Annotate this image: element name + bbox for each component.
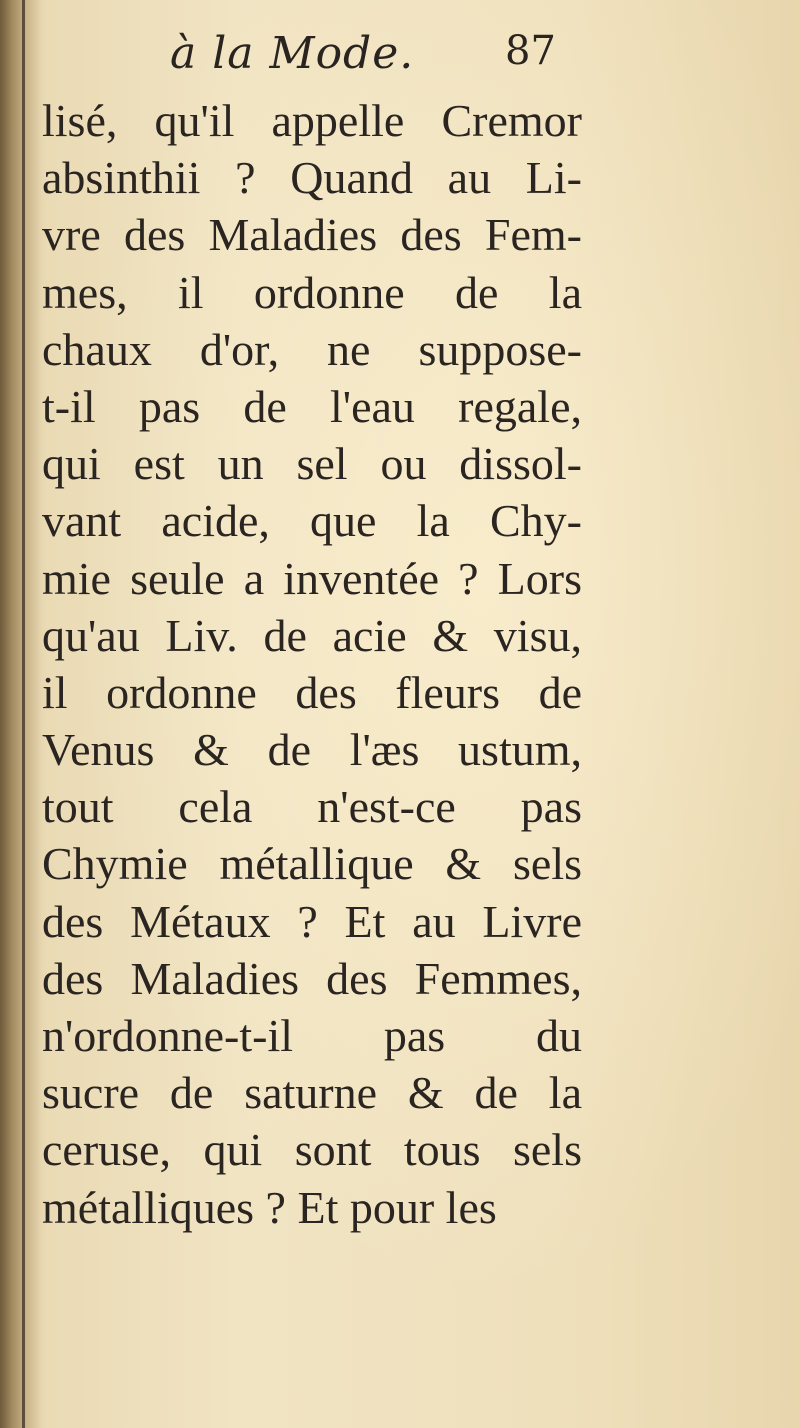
text-line: absinthii ? Quand au Li- — [42, 152, 582, 204]
text-line: lisé, qu'il appelle Cremor — [42, 95, 582, 146]
page-header — [170, 28, 590, 88]
text-line: des Métaux ? Et au Livre — [42, 895, 582, 947]
text-line: tout cela n'est-ce pas — [42, 781, 582, 833]
text-line: Venus & de l'æs ustum, — [42, 724, 582, 776]
text-line: mes, il ordonne de la — [42, 266, 582, 318]
text-line: Chymie métallique & sels — [42, 838, 582, 890]
text-line: mie seule a inventée ? Lors — [42, 552, 582, 604]
text-line: vre des Maladies des Fem- — [42, 209, 582, 261]
text-line: qu'au Liv. de acie & visu, — [42, 609, 582, 661]
text-line: sucre de saturne & de la — [42, 1067, 582, 1119]
text-line: ceruse, qui sont tous sels — [42, 1124, 582, 1176]
body-text — [42, 92, 582, 1236]
text-line: qui est un sel ou dissol- — [42, 438, 582, 490]
text-line: n'ordonne-t-il pas du — [42, 1010, 582, 1061]
binding-edge — [22, 0, 25, 1428]
text-line: il ordonne des fleurs de — [42, 666, 582, 718]
text-line: chaux d'or, ne suppose- — [42, 323, 582, 375]
running-head: à la Mode. — [170, 28, 415, 79]
binding-gutter — [0, 0, 42, 1428]
text-line: vant acide, que la Chy- — [42, 495, 582, 547]
text-line: des Maladies des Femmes, — [42, 952, 582, 1004]
page-number: 87 — [505, 28, 556, 74]
text-line: métalliques ? Et pour les — [42, 1181, 497, 1233]
text-line: t-il pas de l'eau regale, — [42, 380, 582, 432]
